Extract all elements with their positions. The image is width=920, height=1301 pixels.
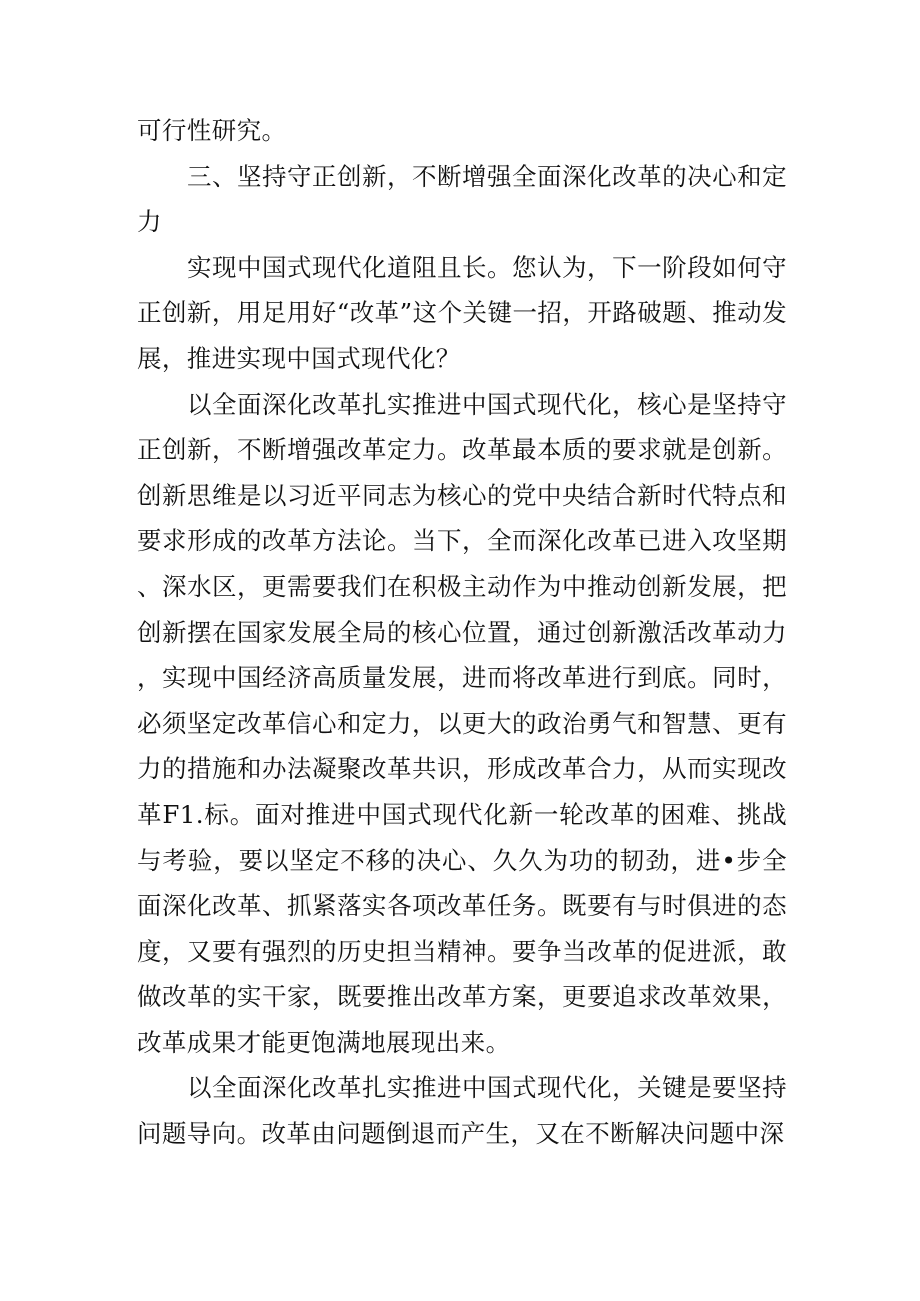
question-paragraph: 实现中国式现代化道阻且长。您认为，下一阶段如何守正创新，用足用好“改革”这个关键一招，开路破题、推动发展，推进实现中国式现代化？ bbox=[137, 252, 787, 373]
paragraph-continuation: 可行性研究。 bbox=[137, 116, 287, 145]
document-body bbox=[137, 108, 787, 1157]
section-heading: 三、坚持守正创新，不断增强全面深化改革的决心和定力 bbox=[137, 161, 787, 237]
answer-paragraph: 以全面深化改革扎实推进中国式现代化，核心是坚持守正创新，不断增强改革定力。改革最本质的要求就是创新。创新思维是以习近平同志为核心的党中央结合新时代特点和要求形成的改革方法论。当下，全而深化改革已进入攻坚期、深水区，更需要我们在积极主动作为中推动创新发展，把创新摆在国家发展全局的核心位置，通过创新激活改革动力，实现中国经济高质量发展，进而将改革进行到底。同时，必须坚定改革信心和定力，以更大的政治勇气和智慧、更有力的措施和办法凝聚改革共识，形成改革合力，从而实现改革F1.标。面对推进中国式现代化新一轮改革的困难、挑战与考验，要以坚定不移的决心、久久为功的韧劲，进•步全面深化改革、抓紧落实各项改革任务。既要有与时俱进的态度，又要有强烈的历史担当精神。要争当改革的促进派，敢做改革的实干家，既要推出改革方案，更要追求改革效果，改革成果才能更饱满地展现出来。 bbox=[137, 389, 787, 1057]
answer-paragraph-continued: 以全面深化改革扎实推进中国式现代化，关键是要坚持问题导向。改革由问题倒退而产生，又在不断解决问题中深 bbox=[137, 1073, 787, 1149]
